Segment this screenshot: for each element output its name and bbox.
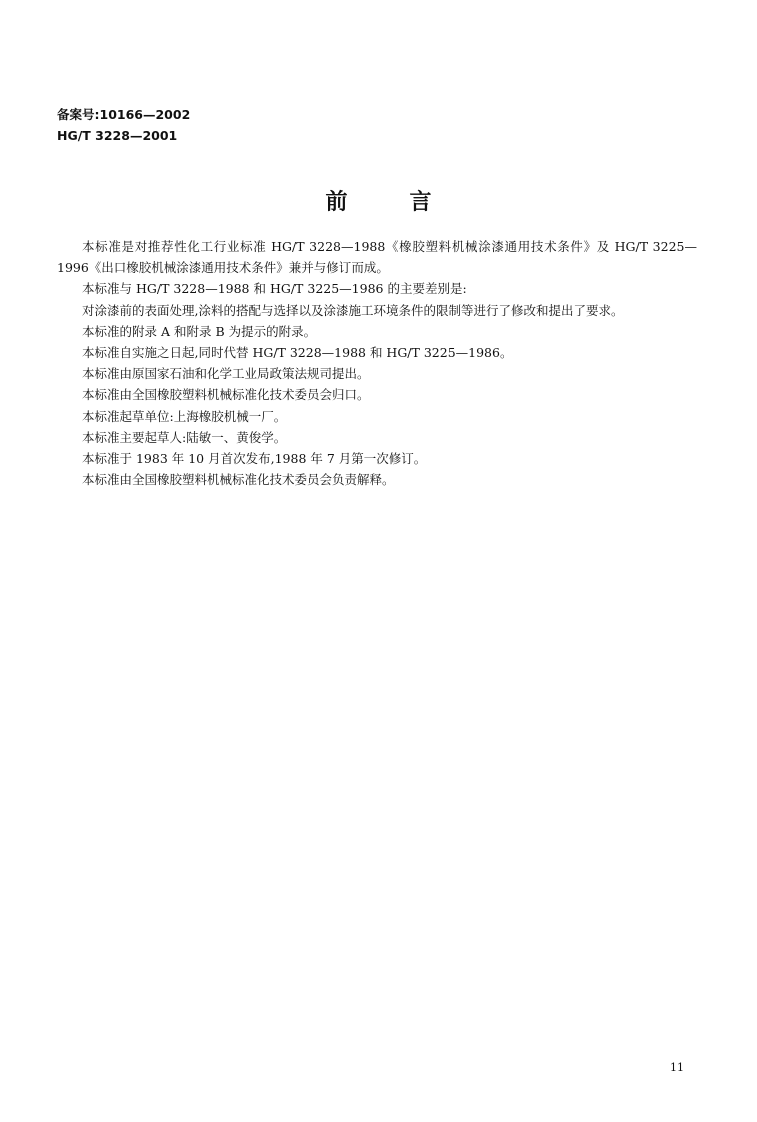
paragraph: 本标准于 1983 年 10 月首次发布,1988 年 7 月第一次修订。 [82,451,427,467]
paragraph: 本标准的附录 A 和附录 B 为提示的附录。 [82,323,317,339]
paragraph: 本标准与 HG/T 3228—1988 和 HG/T 3225—1986 的主要差别是: [82,281,467,297]
paragraph: 对涂漆前的表面处理,涂料的搭配与选择以及涂漆施工环境条件的限制等进行了修改和提出了要求。 [82,302,624,318]
paragraph: 本标准由全国橡胶塑料机械标准化技术委员会负责解释。 [82,472,395,488]
paragraph: 本标准自实施之日起,同时代替 HG/T 3228—1988 和 HG/T 3225—1986。 [82,345,513,361]
paragraph: 本标准由全国橡胶塑料机械标准化技术委员会归口。 [82,387,370,403]
foreword-body [57,236,697,490]
standard-number: HG/T 3228—2001 [57,128,178,143]
paragraph: 本标准起草单位:上海橡胶机械一厂。 [82,408,287,424]
paragraph: 本标准是对推荐性化工行业标准 HG/T 3228—1988《橡胶塑料机械涂漆通用技术条件》及 HG/T 3225—1996《出口橡胶机械涂漆通用技术条件》兼并与修订而成。 [57,239,697,276]
page-title: 前言 [325,189,494,215]
page-number: 11 [670,1061,684,1074]
record-number: 备案号:10166—2002 [57,107,191,122]
paragraph: 本标准主要起草人:陆敏一、黄俊学。 [82,429,287,445]
paragraph: 本标准由原国家石油和化学工业局政策法规司提出。 [82,366,370,382]
